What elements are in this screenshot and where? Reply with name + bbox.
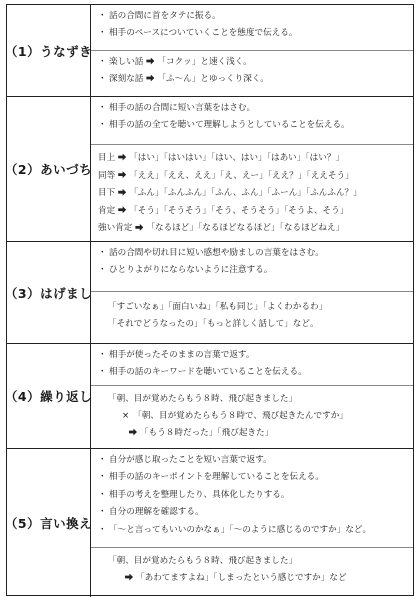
bullet-item: ・ 相手の話の合間に短い言葉をはさむ。	[98, 103, 256, 113]
arrow-right-icon	[118, 189, 126, 196]
section-hagemashi	[4, 242, 413, 344]
section-label: （5）言い換え	[7, 449, 91, 597]
section-unazuki	[4, 5, 413, 97]
description-box	[91, 97, 413, 134]
example-item: 肯定 「そう」「そうそう」「そう、そうそう」「そうよ、そう」	[98, 205, 349, 216]
example-right: 「あわてますよね」「しまったという感じですか」など	[98, 570, 413, 587]
example-item: ・ 深刻な話 「ふ～ん」とゆっくり深く。	[98, 74, 269, 84]
arrow-right-icon	[125, 574, 133, 581]
bullet-item: ・ 相手の話の全てを聴いて理解しようとしていることを伝える。	[98, 120, 350, 130]
example-item: 目下 「ふん」「ふんふん」「ふん、ふん」「ふーん」「ふんふん？」	[98, 188, 362, 199]
cross-mark-icon: ×	[122, 411, 130, 421]
arrow-right-icon	[135, 224, 143, 231]
example-item: 目上 「はい」「はいはい」「はい、はい」「はあい」「はい？」	[98, 153, 345, 163]
section-label: （3）はげまし	[7, 242, 91, 343]
section-aizuchi	[4, 97, 413, 242]
section-kurikaeshi	[4, 344, 413, 449]
section-iikae	[4, 449, 413, 597]
section-label: （1）うなずき	[7, 5, 91, 96]
bullet-item: ・ 相手が使ったそのままの言葉で返す。	[98, 350, 255, 360]
bullet-item: ・ 話の合間に首をタテに振る。	[98, 11, 221, 21]
example-right: 「もう８時だった」「飛び起きた」	[98, 425, 413, 442]
example-box	[91, 385, 413, 448]
section-label: （2）あいづち	[7, 97, 91, 241]
example-box	[91, 144, 413, 241]
bullet-item: ・ 相手の話のキーポイントを理解していることを伝える。	[98, 472, 324, 483]
bullet-item: ・ 話の合間や切れ目に短い感想や励ましの言葉をはさむ。	[98, 248, 324, 258]
description-box	[91, 242, 413, 279]
example-box	[91, 291, 413, 343]
arrow-right-icon	[118, 206, 126, 213]
bullet-item: ・ 「～と言ってもいいのかなぁ」「～のように感じるのですか」など。	[98, 524, 372, 535]
description-box	[91, 5, 413, 42]
example-box	[91, 547, 413, 597]
example-box	[91, 50, 413, 96]
example-quote: 「朝、目が覚めたらもう８時、飛び起きました」	[108, 394, 298, 404]
description-box	[91, 449, 413, 539]
technique-table	[6, 4, 414, 596]
arrow-right-icon	[146, 75, 154, 82]
bullet-item: ・ 相手のペースについていくことを態度で伝える。	[98, 28, 298, 38]
example-quote: 「朝、目が覚めたらもう８時、飛び起きました」	[108, 556, 298, 566]
example-item: 強い肯定 「なるほど」「なるほどなるほど」「なるほどねえ」	[98, 223, 345, 234]
bullet-item: ・ ひとりよがりにならないように注意する。	[98, 265, 273, 275]
example-item: ・ 楽しい話 「コクッ」と速く浅く。	[98, 57, 252, 67]
arrow-right-icon	[118, 154, 126, 161]
example-item: 「それでどうなったの」「もっと詳しく話して」など。	[108, 319, 319, 329]
arrow-right-icon	[146, 58, 154, 65]
bullet-item: ・ 相手の考えを整理したり、具体化したりする。	[98, 489, 290, 500]
bullet-item: ・ 自分が感じ取ったことを短い言葉で返す。	[98, 455, 272, 465]
bullet-item: ・ 自分の理解を確認する。	[98, 507, 204, 518]
arrow-right-icon	[129, 429, 137, 436]
example-item: 「すごいなぁ」「面白いね」「私も同じ」「よくわかるわ」	[108, 302, 328, 312]
example-item: 同等 「ええ」「ええ、ええ」「え、えー」「ええ？」「ええそう」	[98, 170, 354, 181]
description-box	[91, 344, 413, 381]
section-label: （4）繰り返し	[7, 344, 91, 448]
example-wrong: × 「朝、目が覚めたらもう８時で、飛び起きたんですか」	[122, 411, 348, 421]
bullet-item: ・ 相手の話のキーワードを聴いていることを伝える。	[98, 367, 307, 377]
arrow-right-icon	[118, 171, 126, 178]
